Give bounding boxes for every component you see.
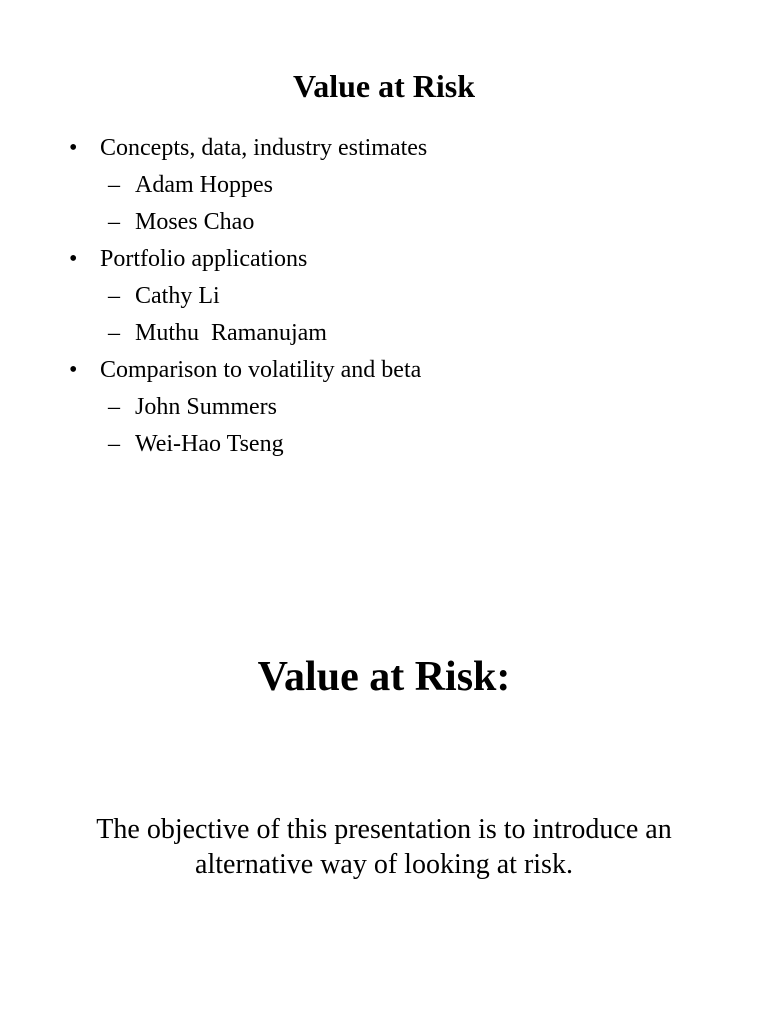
objective-text: The objective of this presentation is to introduce an alternative way of looking at risk. xyxy=(96,814,672,880)
topic-label: Portfolio applications xyxy=(100,246,308,272)
presenter-item xyxy=(0,204,768,241)
topic-row xyxy=(0,130,768,167)
presenter-name: Wei-Hao Tseng xyxy=(135,431,284,457)
presenter-list xyxy=(0,389,768,463)
topic-label: Concepts, data, industry estimates xyxy=(100,135,428,161)
bullet-icon: • xyxy=(69,246,78,272)
topic-row xyxy=(0,241,768,278)
presenter-name: John Summers xyxy=(135,394,278,420)
presenter-item xyxy=(0,167,768,204)
dash-icon: – xyxy=(108,209,120,235)
dash-icon: – xyxy=(108,431,120,457)
presenter-item xyxy=(0,278,768,315)
presenter-name: Cathy Li xyxy=(135,283,220,309)
slide-2-title: Value at Risk: xyxy=(257,654,511,700)
topic-row xyxy=(0,352,768,389)
presenter-item xyxy=(0,315,768,352)
presenter-name: Adam Hoppes xyxy=(135,172,273,198)
slide-1-title: Value at Risk xyxy=(293,68,475,104)
presenter-item xyxy=(0,426,768,463)
slide-2 xyxy=(0,512,768,1024)
topic-item xyxy=(0,241,768,352)
topic-item xyxy=(0,130,768,241)
bullet-icon: • xyxy=(69,135,78,161)
dash-icon: – xyxy=(108,394,120,420)
presenter-list xyxy=(0,278,768,352)
presenter-name: Moses Chao xyxy=(135,209,255,235)
presenter-name: Muthu Ramanujam xyxy=(135,320,327,346)
topic-outline xyxy=(0,130,768,463)
topic-label: Comparison to volatility and beta xyxy=(100,357,422,383)
presenter-list xyxy=(0,167,768,241)
bullet-icon: • xyxy=(69,357,78,383)
dash-icon: – xyxy=(108,283,120,309)
topic-item xyxy=(0,352,768,463)
presenter-item xyxy=(0,389,768,426)
dash-icon: – xyxy=(108,172,120,198)
dash-icon: – xyxy=(108,320,120,346)
